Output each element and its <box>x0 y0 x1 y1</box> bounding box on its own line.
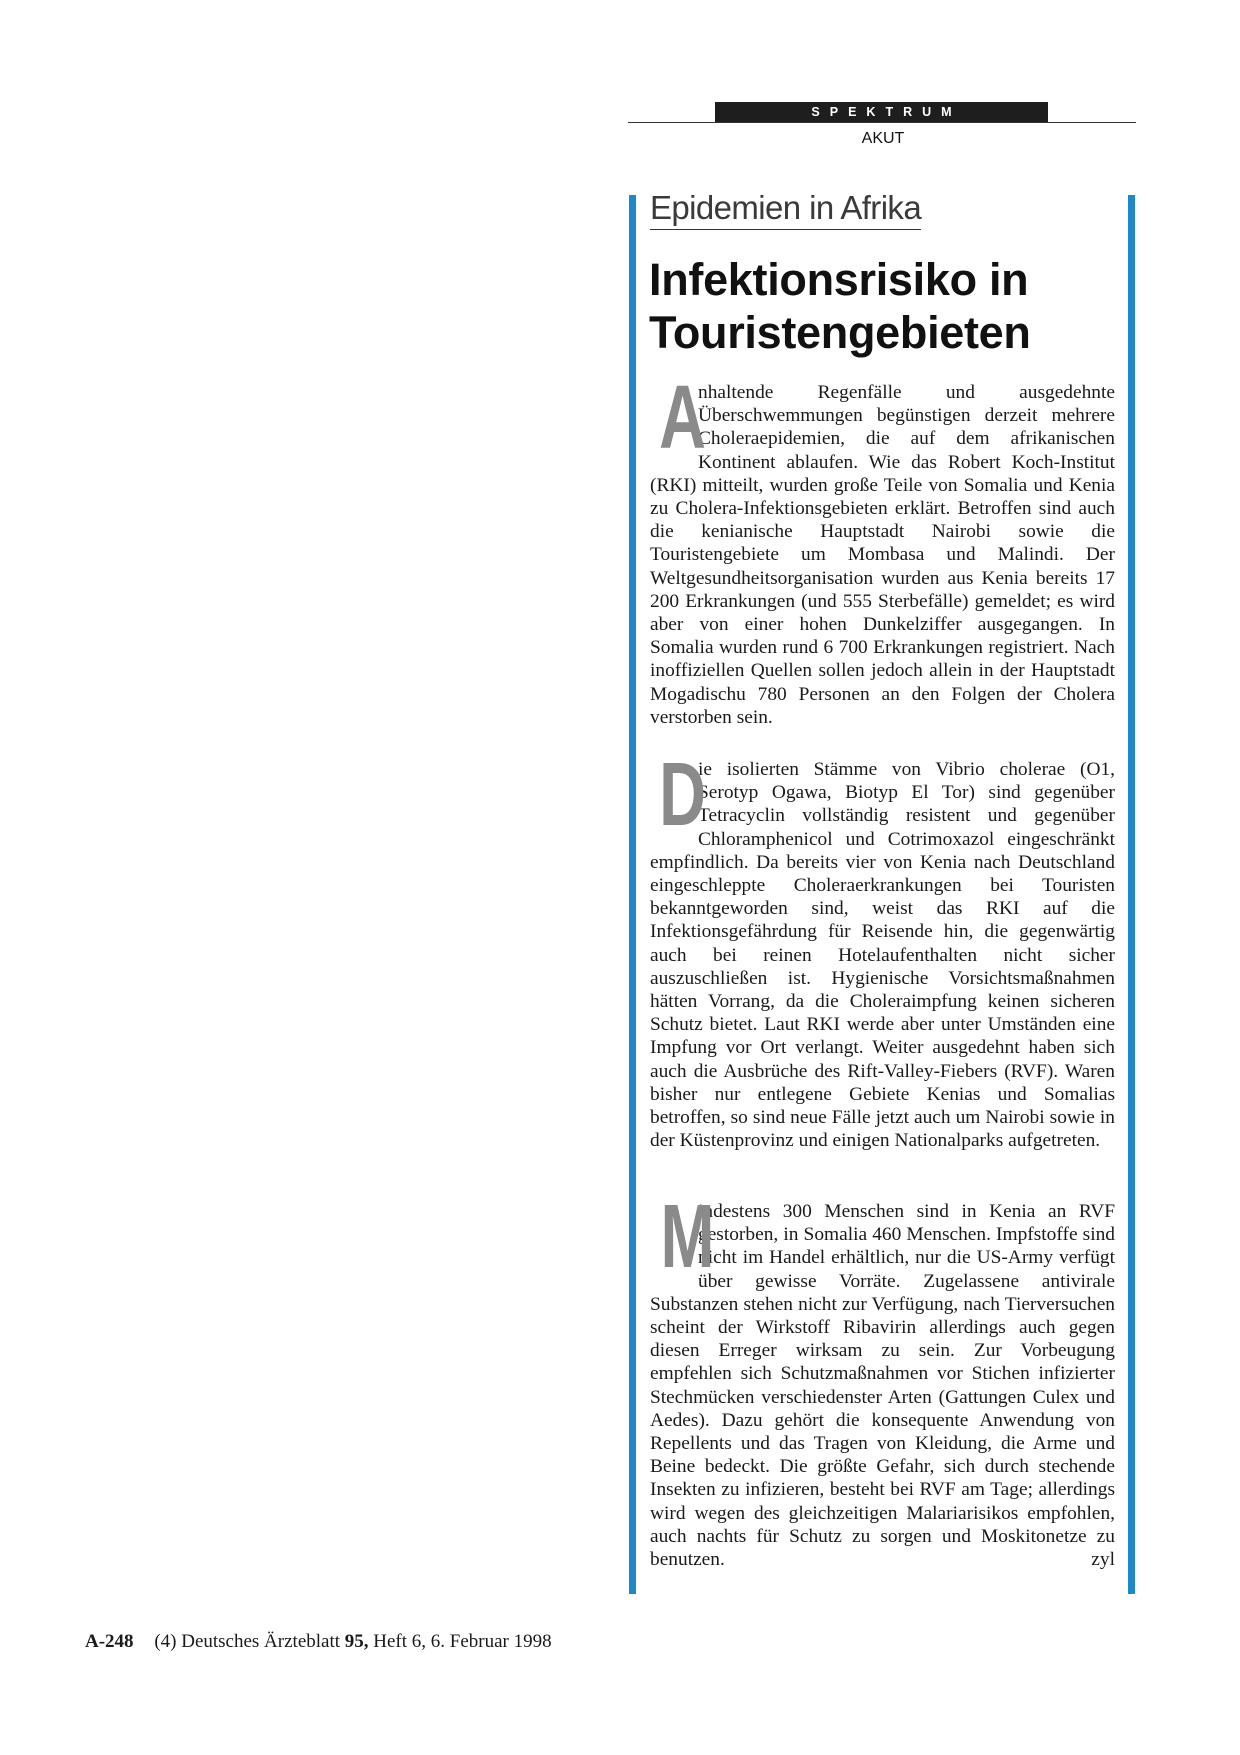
accent-bar-right <box>1128 195 1135 1594</box>
article-kicker: Epidemien in Afrika <box>650 188 921 230</box>
header-rule <box>628 122 1136 123</box>
dropcap: M <box>660 1187 715 1287</box>
dropcap: D <box>659 745 706 845</box>
article-title: Infektionsrisiko in Touristengebieten <box>649 254 1031 358</box>
paragraph-text: ie isolierten Stämme von Vibrio cholerae (O1, Serotyp Ogawa, Biotyp El Tor) sind gegenüber Tetracyclin vollständig resistent und gegenüber Chloramphenicol und Cotrimoxazol eingeschränkt empfindlich. Da bereits vier von Kenia nach Deutschland eingeschleppte Choleraerkrankungen bei Touristen bekanntgeworden sind, weist das RKI auf die Infektionsgefährdung für Reisende hin, die gegenwärtig auch bei reinen Hotelaufenthalten nicht sicher auszuschließen ist. Hygienische Vorsichtsmaßnahmen hätten Vorrang, da die Choleraimpfung keinen sicheren Schutz bietet. Laut RKI werde aber unter Umständen eine Impfung vor Ort verlangt. Weiter ausgedehnt haben sich auch die Ausbrüche des Rift-Valley-Fiebers (RVF). Waren bisher nur entlegene Gebiete Kenias und Somalias betroffen, so sind neue Fälle jetzt auch um Nairobi sowie in der Küstenprovinz und einigen Nationalparks aufgetreten. <box>650 759 1115 1152</box>
publication-name: (4) Deutsches Ärzteblatt <box>154 1631 341 1652</box>
paragraph-text: nhaltende Regenfälle und ausgedehnte Überschwemmungen begünstigen derzeit mehrere Choleraepidemien, die auf dem afrikanischen Kontinent ablaufen. Wie das Robert Koch-Institut (RKI) mitteilt, wurden große Teile von Somalia und Kenia zu Cholera-Infektionsgebieten erklärt. Betroffen sind auch die kenianische Hauptstadt Nairobi sowie die Touristengebiete um Mombasa und Malindi. Der Weltgesundheitsorganisation wurden aus Kenia bereits 17 200 Erkrankungen (und 555 Sterbefälle) gemeldet; es wird aber von einer hohen Dunkelziffer ausgegangen. In Somalia wurden rund 6 700 Erkrankungen registriert. Nach inoffiziellen Quellen sollen jedoch allein in der Hauptstadt Mogadischu 780 Personen an den Folgen der Cholera verstorben sein. <box>650 382 1115 728</box>
section-label: SPEKTRUM <box>715 102 1048 122</box>
accent-bar-left <box>629 195 636 1594</box>
issue-info: Heft 6, 6. Februar 1998 <box>373 1631 552 1652</box>
subsection-label: AKUT <box>861 130 905 147</box>
paragraph-text: indestens 300 Menschen sind in Kenia an RVF gestorben, in Somalia 460 Menschen. Impfstoffe sind nicht im Handel erhältlich, nur die US-Army verfügt über gewisse Vorräte. Zugelassene antivirale Substanzen stehen nicht zur Verfügung, nach Tierversuchen scheint der Wirkstoff Ribavirin allerdings auch gegen diesen Erreger wirksam zu sein. Zur Vorbeugung empfehlen sich Schutzmaßnahmen vor Stichen infizierter Stechmücken verschiedenster Arten (Gattungen Culex und Aedes). Dazu gehört die konsequente Anwendung von Repellents und das Tragen von Kleidung, die Arme und Beine bedeckt. Die größte Gefahr, sich durch stechende Insekten zu infizieren, besteht bei RVF am Tage; allerdings wird wegen des gleichzeitigen Malariarisikos empfohlen, auch nachts für Schutz zu sorgen und Moskitonetze zu benutzen. <box>650 1201 1115 1571</box>
article-paragraph <box>650 1187 1115 1571</box>
volume-number: 95, <box>344 1631 369 1652</box>
author-signature: zyl <box>1091 1549 1115 1571</box>
dropcap: A <box>659 368 706 468</box>
article-paragraph <box>650 745 1115 1152</box>
article-paragraph <box>650 368 1115 729</box>
page-footer <box>85 1630 552 1654</box>
page-number: A-248 <box>85 1631 134 1652</box>
